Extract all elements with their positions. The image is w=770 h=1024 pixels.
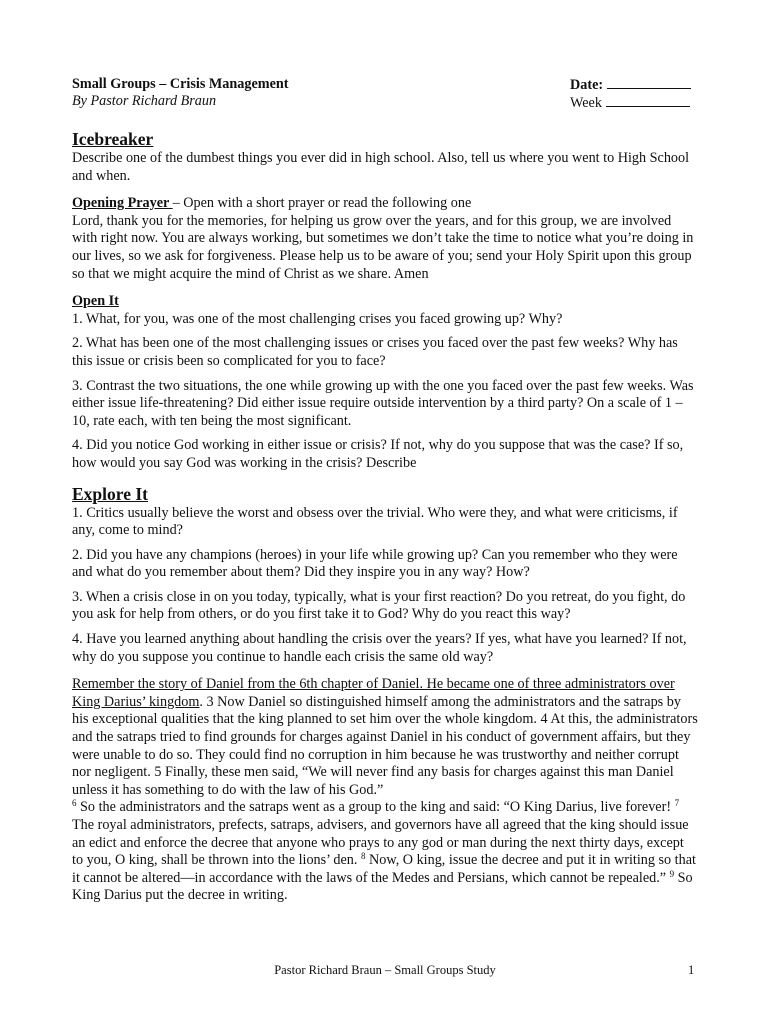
date-field — [570, 76, 710, 94]
week-label: Week — [570, 95, 602, 111]
daniel-paragraph — [72, 676, 698, 905]
week-blank — [606, 94, 690, 107]
opening-prayer-intro: – Open with a short prayer or read the following one — [172, 195, 472, 212]
opening-prayer-text: Lord, thank you for the memories, for helping us grow over the years, and for this group, we are involved with right now. You are always working, but sometimes we don’t take the time to notice what you’re doing in our lives, so we ask for forgiveness. Please help us to be aware of you; send your Holy Spirit upon this group so that we might acquire the mind of Christ as we share. Amen — [72, 212, 694, 282]
author-line: By Pastor Richard Braun — [72, 93, 217, 109]
open-it-heading: Open It — [72, 293, 119, 310]
icebreaker-heading: Icebreaker — [72, 129, 154, 149]
document-title: Small Groups – Crisis Management — [72, 76, 289, 92]
date-week-block — [570, 76, 710, 112]
open-it-question: 2. What has been one of the most challenging issues or crises you faced over the past few weeks? Why has this issue or crisis been so complicated for you to face? — [72, 335, 678, 369]
daniel-intro-underlined: Remember the story of Daniel from the 6th chapter of Daniel. He became one of three administrators over King Darius’ kingdom — [72, 676, 675, 710]
date-blank — [607, 76, 691, 89]
opening-prayer-intro-line — [72, 195, 698, 213]
document-body — [72, 128, 698, 905]
open-it-question: 1. What, for you, was one of the most challenging crises you faced growing up? Why? — [72, 310, 563, 327]
open-it-question: 3. Contrast the two situations, the one while growing up with the one you faced over the past few weeks. Was either issue life-threatening? Did either issue require outside intervention by a third party? On a scale of 1 – 10, rate each, with ten being the most significant. — [72, 377, 694, 429]
explore-it-section — [72, 483, 698, 667]
icebreaker-section — [72, 128, 698, 185]
open-it-question: 4. Did you notice God working in either issue or crisis? If not, why do you suppose that was the case? If so, how would you say God was working in the crisis? Describe — [72, 437, 684, 471]
daniel-text-4: Now, O king, issue the decree and put it in writing so that it cannot be altered—in accordance with the laws of the Medes and Persians, which cannot be repealed.” — [72, 852, 696, 886]
verse-8-number: 8 — [360, 851, 366, 862]
daniel-text-1: . 3 Now Daniel so distinguished himself among the administrators and the satraps by his exceptional qualities that the king planned to set him over the whole kingdom. 4 At this, the administrators and the satraps tried to find grounds for charges against Daniel in his conduct of government affairs, but they were unable to do so. They could find no corruption in him because he was trustworthy and neither corrupt nor negligent. 5 Finally, these men said, “We will never find any basis for charges against this man Daniel unless it has something to do with the law of his God.” — [72, 693, 698, 798]
explore-it-question: 2. Did you have any champions (heroes) in your life while growing up? Can you remember who they were and what do you remember about them? Did they inspire you in any way? How? — [72, 546, 678, 581]
page-footer: Pastor Richard Braun – Small Groups Study — [274, 963, 496, 977]
verse-7-number: 7 — [674, 798, 680, 809]
daniel-text-2: So the administrators and the satraps went as a group to the king and said: “O King Darius, live forever! — [76, 799, 675, 816]
explore-it-heading: Explore It — [72, 483, 148, 504]
icebreaker-text: Describe one of the dumbest things you ever did in high school. Also, tell us where you went to High School and when. — [72, 150, 690, 184]
explore-it-question: 1. Critics usually believe the worst and obsess over the trivial. Who were they, and what were criticisms, if any, come to mind? — [72, 504, 678, 539]
opening-prayer-heading: Opening Prayer — [72, 195, 173, 212]
daniel-text-3: The royal administrators, prefects, satraps, advisers, and governors have all agreed that the king should issue an edict and enforce the decree that anyone who prays to any god or man during the next thirty days, except to you, O king, shall be thrown into the lions’ den. — [72, 817, 689, 869]
title-block — [72, 76, 289, 110]
page-number: 1 — [688, 963, 695, 977]
open-it-section — [72, 293, 698, 472]
daniel-text-5: So King Darius put the decree in writing. — [72, 869, 693, 904]
opening-prayer-section — [72, 195, 698, 283]
week-field — [570, 94, 710, 112]
date-label: Date: — [570, 77, 604, 93]
verse-9-number: 9 — [669, 868, 675, 879]
daniel-passage — [72, 676, 698, 905]
explore-it-question: 4. Have you learned anything about handling the crisis over the years? If yes, what have you learned? If not, why do you suppose you continue to handle each crisis the same old way? — [72, 631, 687, 665]
explore-it-question: 3. When a crisis close in on you today, typically, what is your first reaction? Do you retreat, do you fight, do you ask for help from others, or do you first take it to God? Why do you react this way? — [72, 588, 686, 623]
verse-6-number: 6 — [72, 798, 77, 809]
